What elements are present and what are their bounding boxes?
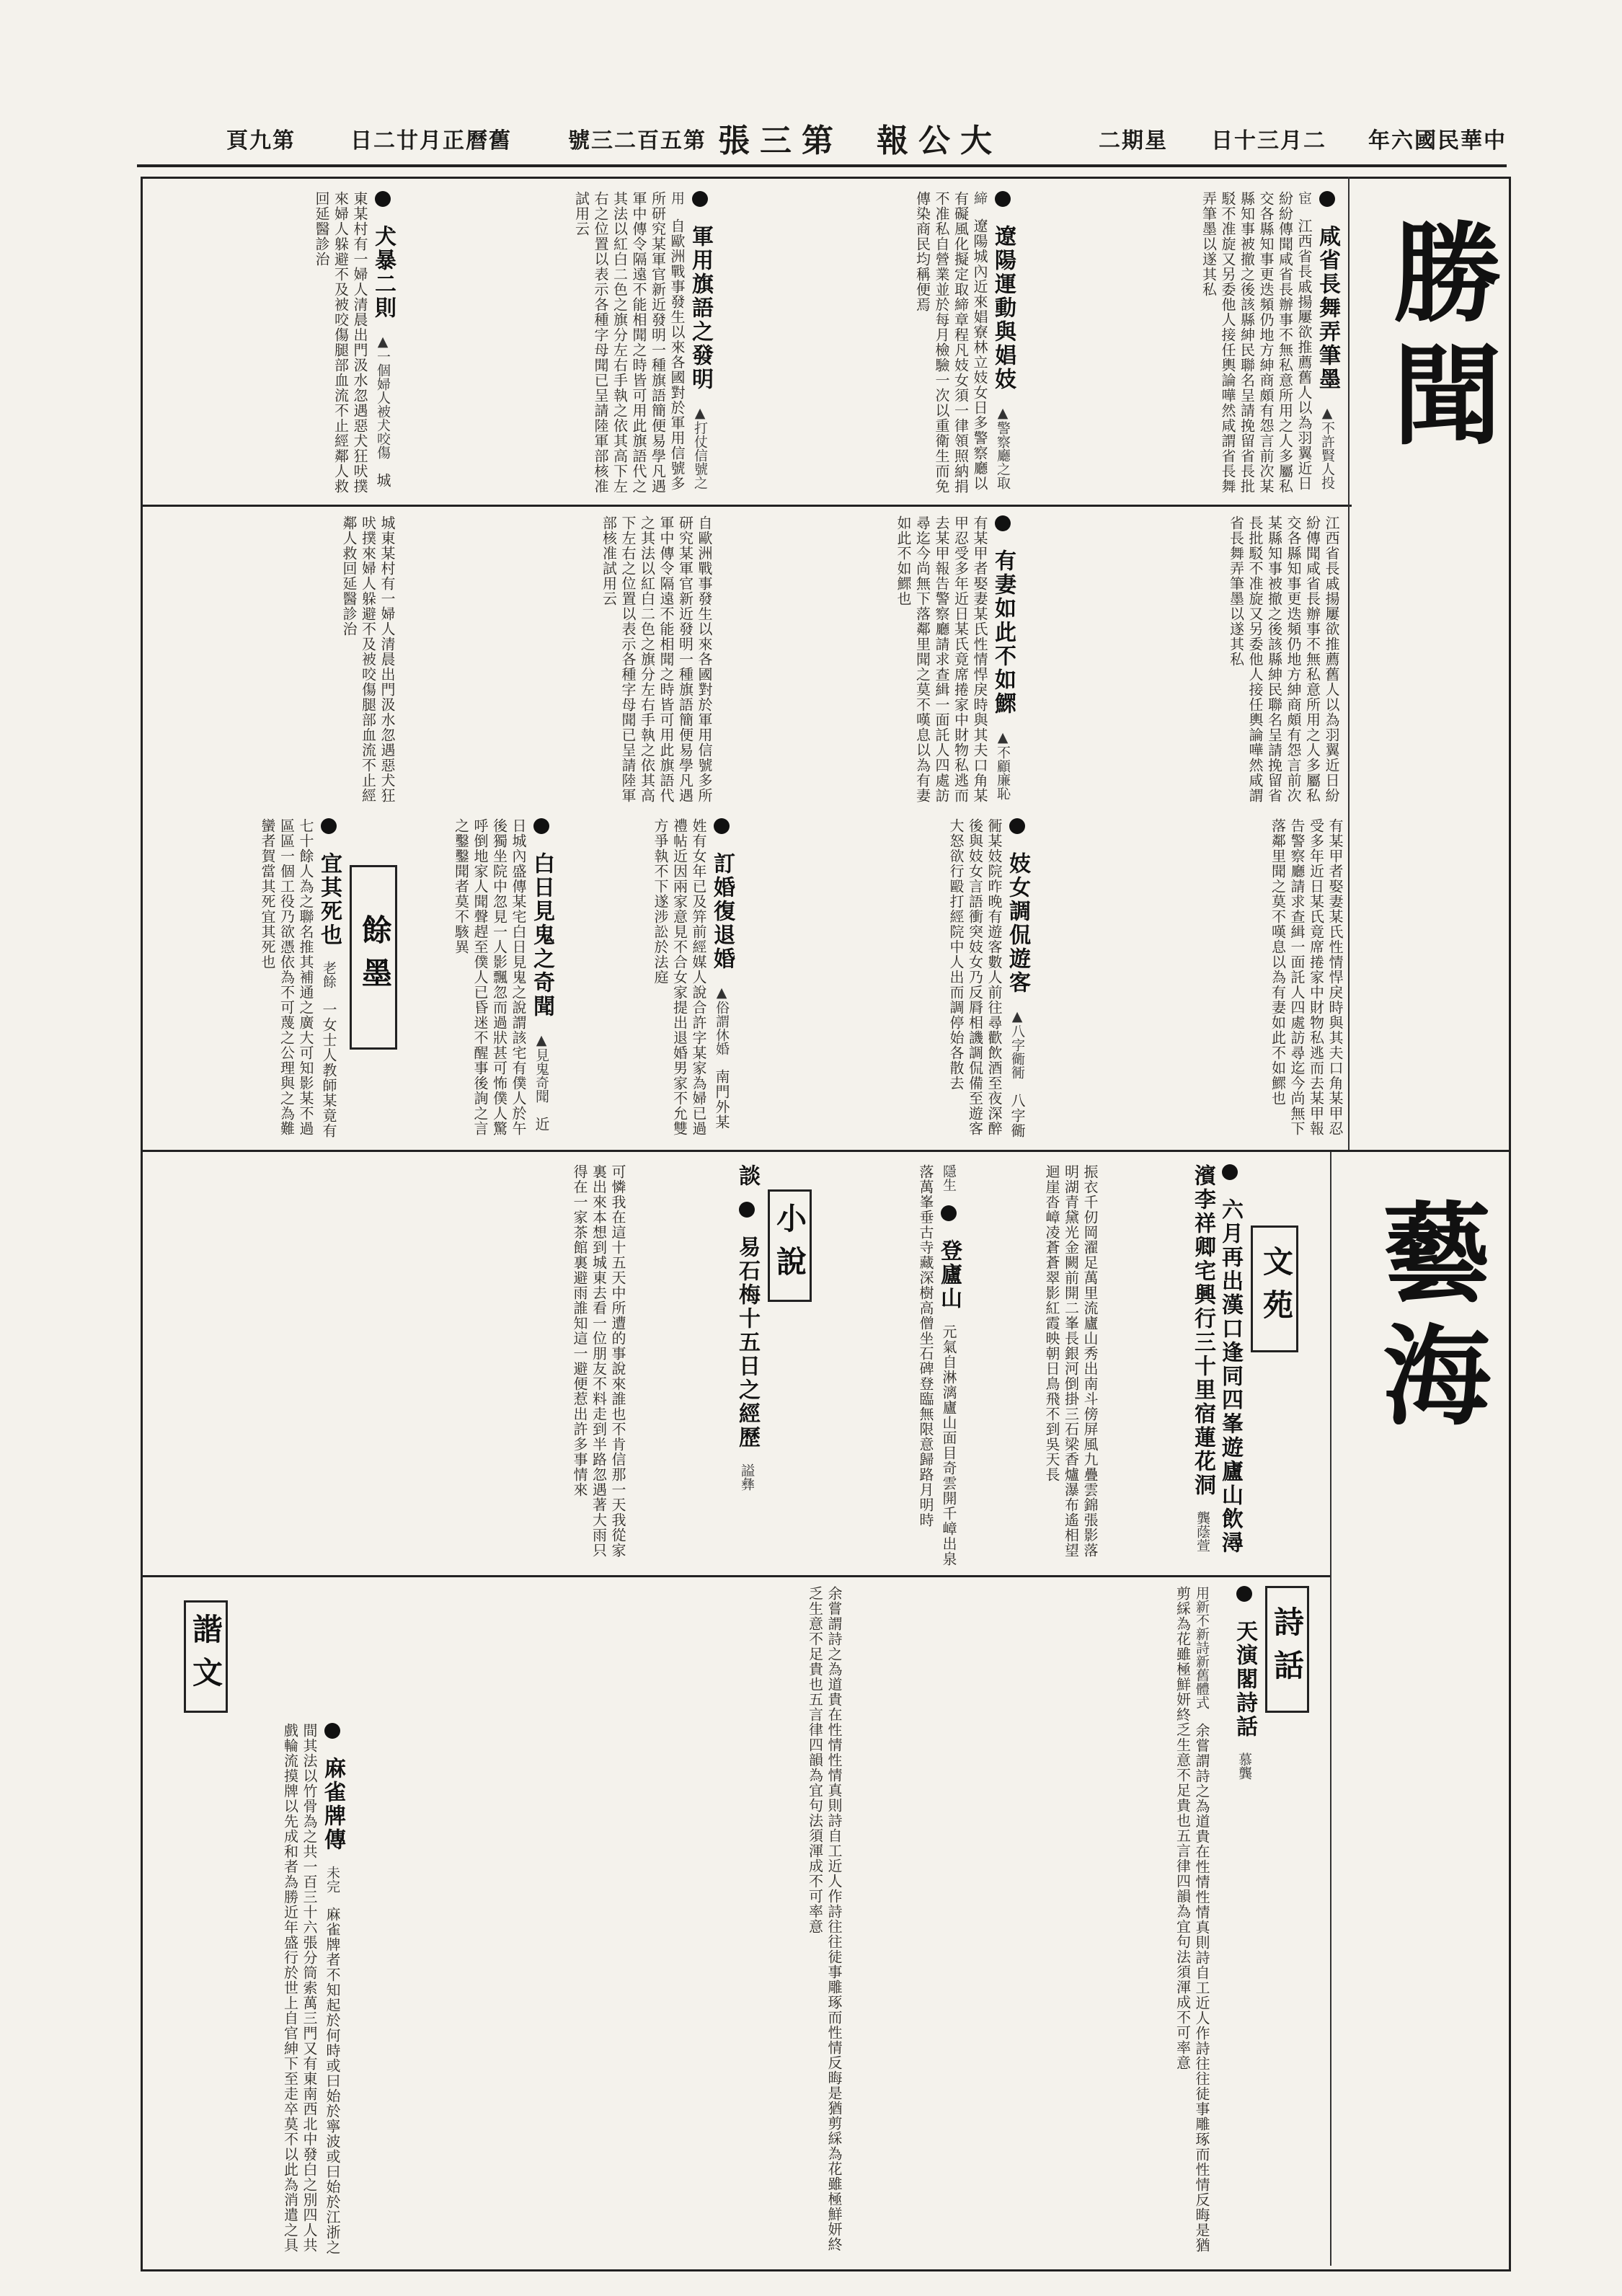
novel-title-box: [768, 1189, 812, 1302]
article-subtitle: ▲八字衚衕: [1009, 1009, 1025, 1079]
article-title: 軍用旗語之發明: [688, 225, 713, 391]
arts-section-title: 藝海: [1364, 1197, 1491, 1442]
novel-body: [148, 1164, 627, 1568]
article-subtitle: ▲不許賢人投宦: [1296, 191, 1335, 489]
article-subtitle: ▲不顧廉恥: [995, 730, 1011, 800]
bullet-icon: [714, 818, 730, 834]
article-body: 自歐洲戰事發生以來各國對於軍用信號多所研究某軍官新近發明一種旗語簡便易學凡遇軍中傳令隔遠不能相聞之時皆可用此旗語代之其法以紅白二色之旗分左右手執之依其高下左右之位置以表示各種字母聞已呈請陸軍部核准試用云: [572, 191, 686, 494]
sheet-number: 第三張: [718, 123, 843, 159]
bullet-icon: [533, 818, 549, 834]
article-body: 江西省長戚揚屢欲推薦舊人以為羽翼近日紛紛傳聞咸省長辦事不無私意所用之人多屬私交各縣知事更迭頻仍地方紳商頗有怨言前次某縣知事被撤之後該縣紳民聯名呈請挽留省長批駁不准旋又另委他人接任輿論嘩然咸謂省長舞弄筆墨以遂其私: [1227, 515, 1340, 803]
shihua-body: [851, 1586, 1211, 2256]
shihua-continued: [353, 1586, 843, 2256]
shihua-text: 余嘗謂詩之為道貴在性情性情真則詩自工近人作詩往往徒事雕琢而性情反晦是猶剪綵為花雖極鮮妍終乏生意不足貴也五言律四韻為宜句法須渾成不可率意: [806, 1586, 843, 2252]
bullet-icon: [692, 191, 708, 207]
bullet-icon: [375, 191, 391, 207]
article-deserve-death: [148, 818, 342, 1143]
bullet-icon: [324, 1723, 340, 1739]
shihua-title: 詩話: [1269, 1606, 1305, 1693]
page-number: 第九頁: [226, 128, 296, 154]
article-wife-continued: [1024, 515, 1341, 811]
article-body: 有某甲者娶妻某氏性情悍戾時與其夫口角某甲忍受多年近日某氏竟席捲家中財物私逃而去某甲報告警察廳請求查緝一面託人四處訪尋迄今尚無下落鄰里聞之莫不嘆息以為有妻如此不如鰥也: [1269, 818, 1344, 1136]
article-body: 城東某村有一婦人清晨出門汲水忽遇惡犬狂吠撲來婦人躲避不及被咬傷腿部血流不止經鄰人救回延醫診治: [340, 515, 396, 803]
article-body: 江西省長戚揚屢欲推薦舊人以為羽翼近日紛紛傳聞咸省長辦事不無私意所用之人多屬私交各縣知事更迭頻仍地方紳商頗有怨言前次某縣知事被撤之後該縣紳民聯名呈請挽留省長批駁不准旋又另委他人接任輿論嘩然咸謂省長舞弄筆墨以遂其私: [1200, 191, 1313, 494]
wenyuan-title: 文苑: [1259, 1246, 1294, 1332]
article-title: 犬暴二則: [371, 225, 396, 320]
article-flag-signal: [404, 191, 714, 494]
row-divider-top: [141, 505, 1352, 507]
article-title: 妓女調侃遊客: [1005, 852, 1030, 995]
shihua-title-box: [1265, 1586, 1309, 1713]
article-engagement: [562, 818, 735, 1143]
article-title: 遼陽運動與娼妓: [991, 225, 1016, 391]
poem-author: 龔蔭萱: [1195, 1511, 1210, 1552]
article-title: 白日見鬼之奇聞: [529, 852, 554, 1019]
article-title: 咸省長舞弄筆墨: [1315, 225, 1340, 391]
lunar-date: 舊曆正月廿二日: [350, 128, 512, 154]
article-title: 宜其死也: [316, 852, 342, 947]
novel-section-title: 小說: [772, 1202, 807, 1289]
poem-climb-lushan: [829, 1164, 962, 1568]
article-subtitle: ▲打仗信號之用: [669, 191, 708, 489]
article-dog-continued: [148, 515, 396, 811]
date-roc: 中華民國六年: [1368, 128, 1507, 154]
bullet-icon: [941, 1205, 957, 1221]
article-subtitle: ▲俗謂休婚: [714, 985, 730, 1055]
bullet-icon: [739, 1202, 755, 1218]
news-section-title: 勝聞: [1375, 216, 1502, 461]
article-liaoyang: [721, 191, 1016, 494]
title-column-rule: [1348, 177, 1350, 1150]
article-subtitle: ▲見鬼奇聞: [533, 1032, 549, 1103]
poem-title: 登廬山: [936, 1239, 962, 1311]
article-title: 訂婚復退婚: [709, 852, 735, 971]
article-subtitle: ▲警察廳之取締: [972, 191, 1011, 489]
issue-number: 第五百二三號: [568, 128, 706, 154]
article-body: 有某甲者娶妻某氏性情悍戾時與其夫口角某甲忍受多年近日某氏竟席捲家中財物私逃而去某甲報告警察廳請求查緝一面託人四處訪尋迄今尚無下落鄰里聞之莫不嘆息以為有妻如此不如鰥也: [895, 515, 988, 803]
essay-body: 麻雀牌者不知起於何時或曰始於寧波或曰始於江浙之間其法以竹骨為之共一百三十六張分筒索萬三門又有東南西北中發白之別四人共戲輪流摸牌以先成和者為勝近年盛行於世上自官紳下至走卒莫不以此為消遣之具: [281, 1723, 341, 2255]
article-subtitle: ▲一個婦人被犬咬傷: [375, 334, 391, 459]
novel-author: 謚彝: [739, 1463, 755, 1491]
bullet-icon: [995, 515, 1011, 531]
article-body: 八字衚衕某妓院昨晚有遊客數人前往尋歡飲酒至夜深醉後與妓女言語衝突妓女乃反脣相譏調侃備至遊客大怒欲行毆打經院中人出而調停始各散去: [947, 818, 1026, 1138]
article-prostitute-mocks: [743, 818, 1031, 1143]
weekday: 星期二: [1099, 128, 1168, 154]
article-wife: [721, 515, 1016, 811]
zhuwen-title-box: [184, 1600, 228, 1713]
bullet-icon: [1009, 818, 1025, 834]
poem-body: 振衣千仞岡濯足萬里流廬山秀出南斗傍屏風九疊雲錦張影落明湖青黛光金闕前開二峯長銀河倒掛三石梁香爐瀑布遙相望迴崖沓嶂凌蒼蒼翠影紅霞映朝日鳥飛不到吳天長: [1043, 1164, 1099, 1558]
novel-yi-shimei: [634, 1164, 761, 1568]
article-prostitute: [1038, 818, 1344, 1143]
bullet-icon: [321, 818, 337, 834]
essay-note: 未完: [324, 1866, 340, 1893]
novel-title: 易石梅十五日之經歷: [735, 1236, 760, 1450]
poem-lushan-trip: [1103, 1164, 1244, 1568]
row-divider-bottom: [141, 1575, 1330, 1577]
article-body: 一女士人教師某竟有七十餘人為之聯名推其補通之廣大可知影某不過區區一個工役乃欲憑依為不可蔑之公理與之為難蠻者賀當其死宜其死也: [259, 818, 337, 1138]
article-body: 南門外某姓有女年已及笄前經媒人說合許字某家為婦已過禮帖近因兩家意見不合女家提出退婚男家不允雙方爭執不下遂涉訟於法庭: [652, 818, 730, 1136]
misc-title: 餘墨: [358, 914, 393, 1001]
poem-body: 元氣自淋漓廬山面目奇雲開千嶂出泉落萬峯垂古寺藏深樹高僧坐石碑登臨無限意歸路月明時: [917, 1164, 957, 1566]
shihua-heading: 天演閣詩話: [1232, 1620, 1257, 1739]
essay-title: 麻雀牌傳: [320, 1757, 345, 1852]
section-divider: [141, 1150, 1509, 1152]
article-body: 城東某村有一婦人清晨出門汲水忽遇惡犬狂吠撲來婦人躲避不及被咬傷腿部血流不止經鄰人救回延醫診治: [313, 191, 391, 494]
article-body: 遼陽城內近來娼寮林立妓女日多警察廳以有礙風化擬定取締章程凡妓女須一律領照納捐不准私自營業並於每月檢驗一次以重衛生而免傳染商民均稱便焉: [913, 191, 988, 494]
misc-section-title: [350, 865, 397, 1050]
shihua-text: 余嘗謂詩之為道貴在性情性情真則詩自工近人作詩往往徒事雕琢而性情反晦是猶剪綵為花雖極鮮妍終乏生意不足貴也五言律四韻為宜句法須渾成不可率意: [1174, 1586, 1210, 2253]
article-body: 自歐洲戰事發生以來各國對於軍用信號多所研究某軍官新近發明一種旗語簡便易學凡遇軍中傳令隔遠不能相聞之時皆可用此旗語代之其法以紅白二色之旗分左右手執之依其高下左右之位置以表示各種字母聞已呈請陸軍部核准試用云: [600, 515, 713, 803]
bullet-icon: [1319, 191, 1335, 207]
poem-lushan-body: [966, 1164, 1099, 1568]
zhuwen-title: 諧文: [188, 1613, 223, 1700]
article-liaoyang-continued: [404, 515, 714, 811]
shihua-header: [1218, 1586, 1258, 2256]
novel-body-text: 可憐我在這十五天中所遭的事說來誰也不肯信那一天我從家裏出來本想到城東去看一位朋友不料走到半路忽遇著大雨只得在一家茶館裏避雨誰知這一避便惹出許多事情來: [571, 1164, 626, 1558]
article-provincial-governor: [1024, 191, 1341, 494]
paper-name: 大公報: [877, 123, 1002, 159]
poem-title: 六月再出漢口逢同四峯遊廬山飲潯濱李祥卿宅興行三十里宿蓮花洞: [1190, 1164, 1243, 1555]
bullet-icon: [995, 191, 1011, 207]
bullet-icon: [1236, 1586, 1252, 1602]
article-ghost: [404, 818, 555, 1143]
article-author: 老餘: [321, 961, 337, 988]
shihua-note: 用新不新詩新舊體式: [1194, 1586, 1210, 1709]
poem-author: 隱生: [941, 1164, 957, 1192]
date-month: 二月三十日: [1211, 128, 1326, 154]
article-body: 近日城內盛傳某宅白日見鬼之說謂該宅有僕人於午後獨坐院中忽見一人影飄忽而過狀甚可怖僕人驚呼倒地家人聞聲趕至僕人已昏迷不醒事後詢之言之鑿鑿聞者莫不駭異: [452, 818, 550, 1136]
wenyuan-title-box: [1251, 1225, 1298, 1352]
shihua-author: 慕龔: [1236, 1752, 1252, 1780]
article-dog-attack: [148, 191, 396, 494]
novel-label: 談: [735, 1164, 760, 1188]
masthead: [137, 121, 1507, 167]
essay-mahjong: [148, 1723, 346, 2256]
bullet-icon: [1222, 1164, 1238, 1180]
title-column-rule-lower: [1330, 1152, 1331, 2266]
article-title: 有妻如此不如鰥: [991, 549, 1016, 716]
